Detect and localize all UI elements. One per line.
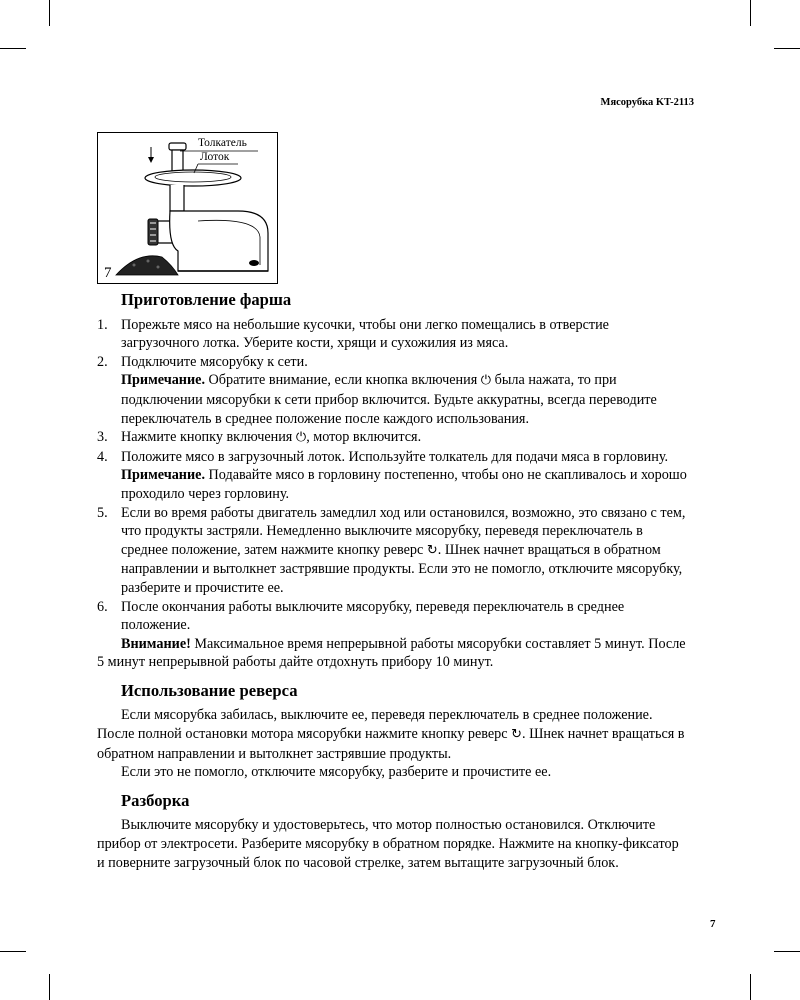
- step-text: Если во время работы двигатель замедлил ход или остановился, возможно, это связано с тем, что продукты застряли. Немедленно выключите мясорубку, переведя переключатель в среднее положение, затем нажмите кнопку реверс: [121, 504, 686, 558]
- list-item: [97, 504, 689, 598]
- crop-mark: [750, 0, 751, 26]
- reverse-icon: ↻: [511, 727, 522, 743]
- section-reverse: [97, 682, 689, 782]
- step-text: Положите мясо в загрузочный лоток. Используйте толкатель для подачи мяса в горловину.: [121, 448, 669, 465]
- note-feeding: [97, 466, 689, 503]
- step-number: 5.: [97, 504, 108, 521]
- list-item: [97, 428, 689, 448]
- step-number: 6.: [97, 598, 108, 615]
- power-icon: ⏻: [480, 373, 492, 389]
- list-item: [97, 598, 689, 635]
- step-number: 4.: [97, 448, 108, 465]
- step-text: Порежьте мясо на небольшие кусочки, чтобы они легко помещались в отверстие загрузочного лотка. Уберите кости, хрящи и сухожилия из мяса.: [121, 316, 609, 352]
- power-icon: ⏻: [295, 430, 307, 446]
- list-item: [97, 353, 689, 372]
- main-content: [97, 291, 689, 872]
- crop-mark: [750, 974, 751, 1000]
- warning-label: Внимание!: [121, 635, 191, 652]
- note-text: была нажата, то при подключении мясорубки к сети прибор включится. Будьте аккуратны, всегда переводите переключатель в среднее положение после каждого использования.: [121, 372, 657, 427]
- crop-mark: [49, 974, 50, 1000]
- crop-mark: [0, 951, 26, 952]
- figure-meat-grinder: [97, 132, 278, 284]
- step-text: , мотор включится.: [306, 429, 422, 446]
- crop-mark: [774, 951, 800, 952]
- pusher-label: Толкатель: [198, 137, 247, 149]
- paragraph: Выключите мясорубку и удостоверьтесь, что мотор полностью остановился. Отключите прибор от электросети. Разберите мясорубку в обратном порядке. Нажмите на кнопку-фиксатор и поверните загрузочный блок по часовой стрелке, затем вытащите загрузочный блок.: [97, 817, 679, 871]
- steps-list: [97, 316, 689, 635]
- note-power: [97, 371, 689, 428]
- reverse-icon: ↻: [426, 542, 438, 558]
- note-text: Обратите внимание, если кнопка включения: [205, 372, 481, 389]
- crop-mark: [49, 0, 50, 26]
- tray-label: Лоток: [200, 151, 230, 163]
- section-title-reverse: Использование реверса: [121, 680, 298, 700]
- section-disassembly: [97, 792, 689, 872]
- figure-number: 7: [104, 265, 112, 281]
- meat-grinder-illustration: [98, 133, 277, 283]
- paragraph-text: . Шнек начнет вращаться в обратном направлении и вытолкнет застрявшие продукты.: [97, 726, 685, 762]
- crop-mark: [0, 48, 26, 49]
- note-label: Примечание.: [121, 372, 205, 389]
- paragraph-text: Если мясорубка забилась, выключите ее, переведя переключатель в среднее положение. После полной остановки мотора мясорубки нажмите кнопку реверс: [97, 707, 653, 743]
- page-header: Мясорубка KT-2113: [600, 97, 694, 108]
- section-title-disassembly: Разборка: [121, 790, 190, 810]
- paragraph: [97, 706, 689, 763]
- step-number: 3.: [97, 429, 108, 446]
- step-text: Нажмите кнопку включения: [121, 429, 296, 446]
- list-item: [97, 316, 689, 353]
- note-text: Подавайте мясо в горловину постепенно, чтобы оно не скапливалось и хорошо проходило через горловину.: [121, 467, 687, 502]
- step-text: Подключите мясорубку к сети.: [121, 353, 308, 370]
- list-item: [97, 448, 689, 467]
- page-number: 7: [710, 918, 716, 930]
- paragraph: Если это не помогло, отключите мясорубку, разберите и прочистите ее.: [121, 764, 552, 781]
- warning-text: Максимальное время непрерывной работы мясорубки составляет 5 минут. После 5 минут непрерывной работы дайте отдохнуть прибору 10 минут.: [97, 635, 686, 671]
- note-label: Примечание.: [121, 467, 205, 484]
- step-text: . Шнек начнет вращаться в обратном направлении и вытолкнет застрявшие продукты. Если это не помогло, отключите мясорубку, разберите и прочистите ее.: [121, 541, 683, 596]
- step-number: 2.: [97, 353, 108, 370]
- crop-mark: [774, 48, 800, 49]
- step-number: 1.: [97, 316, 108, 333]
- warning-paragraph: [97, 635, 689, 672]
- step-text: После окончания работы выключите мясорубку, переведя переключатель в среднее положение.: [121, 598, 625, 634]
- section-title-mince: Приготовление фарша: [121, 290, 292, 309]
